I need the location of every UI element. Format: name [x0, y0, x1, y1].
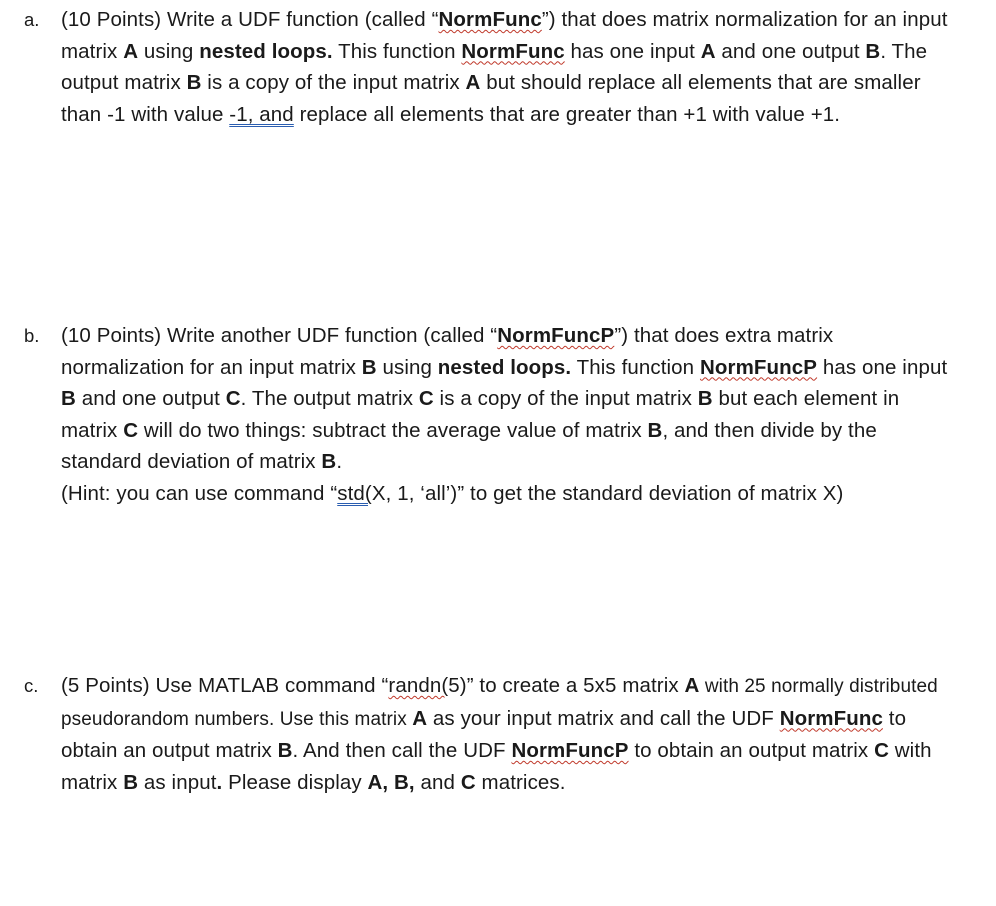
grammar-flag: -1, and: [229, 102, 294, 126]
function-name-normfunc: NormFunc: [438, 8, 542, 31]
question-b-marker: b.: [24, 325, 40, 346]
question-b-text: (10 Points) Write another UDF function (called “NormFuncP”) that does extra matrix normalization for an input matrix B using nested loops. This function NormFuncP has one input B and one output C. The output matrix C is a copy of the input matrix B but each element in matrix C will do two things: subtract the average value of matrix B, and then divide by the standard deviation of matrix B. (Hint: you can use command “std(X, 1, ‘all’)” to get the standard deviation of matrix X): [61, 324, 948, 505]
question-a-marker: a.: [24, 9, 40, 30]
question-c-marker: c.: [24, 675, 39, 696]
nested-loops-emphasis: nested loops.: [199, 39, 333, 63]
question-a-text: (10 Points) Write a UDF function (called “NormFunc”) that does matrix normalization for an input matrix A using nested loops. This function NormFunc has one input A and one output B. The output matrix B is a copy of the input matrix A but should replace all elements that are smaller than -1 with value -1, and replace all elements that are greater than +1 with value +1.: [61, 8, 948, 126]
randn-command: randn(: [388, 674, 449, 697]
std-command: std(: [337, 481, 372, 505]
function-name-normfuncp: NormFuncP: [497, 324, 615, 347]
question-c-text: (5 Points) Use MATLAB command “randn(5)” to create a 5x5 matrix A with 25 normally distributed pseudorandom numbers. Use this matrix A as your input matrix and call the UDF NormFunc to obtain an output matrix B. And then call the UDF NormFuncP to obtain an output matrix C with matrix B as input. Please display A, B, and C matrices.: [61, 674, 938, 794]
hint-text: (Hint: you can use command “: [61, 481, 338, 505]
nested-loops-emphasis: nested loops.: [437, 355, 572, 379]
